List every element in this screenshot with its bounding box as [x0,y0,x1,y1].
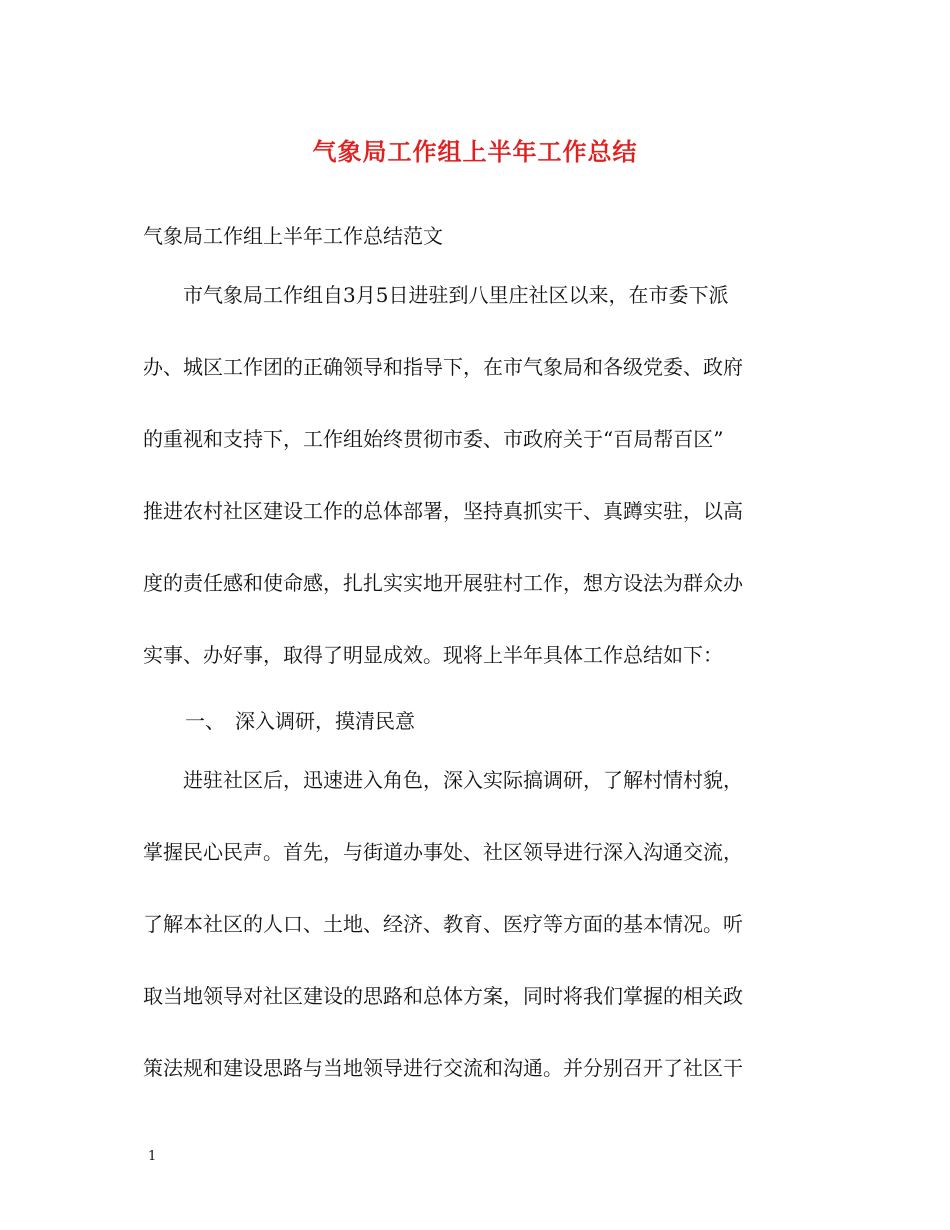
document-subtitle: 气象局工作组上半年工作总结范文 [143,224,443,248]
paragraph-line: 策法规和建设思路与当地领导进行交流和沟通。并分别召开了社区干 [143,1056,743,1080]
paragraph-line: 推进农村社区建设工作的总体部署，坚持真抓实干、真蹲实驻，以高 [143,499,743,523]
paragraph-line: 办、城区工作团的正确领导和指导下，在市气象局和各级党委、政府 [143,355,743,379]
paragraph-line: 了解本社区的人口、土地、经济、教育、医疗等方面的基本情况。听 [143,912,743,936]
paragraph-line: 掌握民心民声。首先，与街道办事处、社区领导进行深入沟通交流， [143,840,743,864]
paragraph-section-1 [143,762,803,1086]
paragraph-intro [143,277,803,673]
paragraph-line: 实事、办好事，取得了明显成效。现将上半年具体工作总结如下： [143,643,723,667]
paragraph-line: 市气象局工作组自3月5日进驻到八里庄社区以来，在市委下派 [143,283,729,307]
paragraph-line: 的重视和支持下，工作组始终贯彻市委、市政府关于“百局帮百区” [143,427,724,451]
paragraph-line: 度的责任感和使命感，扎扎实实地开展驻村工作，想方设法为群众办 [143,571,743,595]
document-title: 气象局工作组上半年工作总结 [312,137,638,166]
paragraph-line: 取当地领导对社区建设的思路和总体方案，同时将我们掌握的相关政 [143,984,743,1008]
section-heading-1: 一、 深入调研，摸清民意 [185,709,415,733]
paragraph-line: 进驻社区后，迅速进入角色，深入实际搞调研，了解村情村貌， [143,768,743,792]
page-number: 1 [148,1149,157,1164]
